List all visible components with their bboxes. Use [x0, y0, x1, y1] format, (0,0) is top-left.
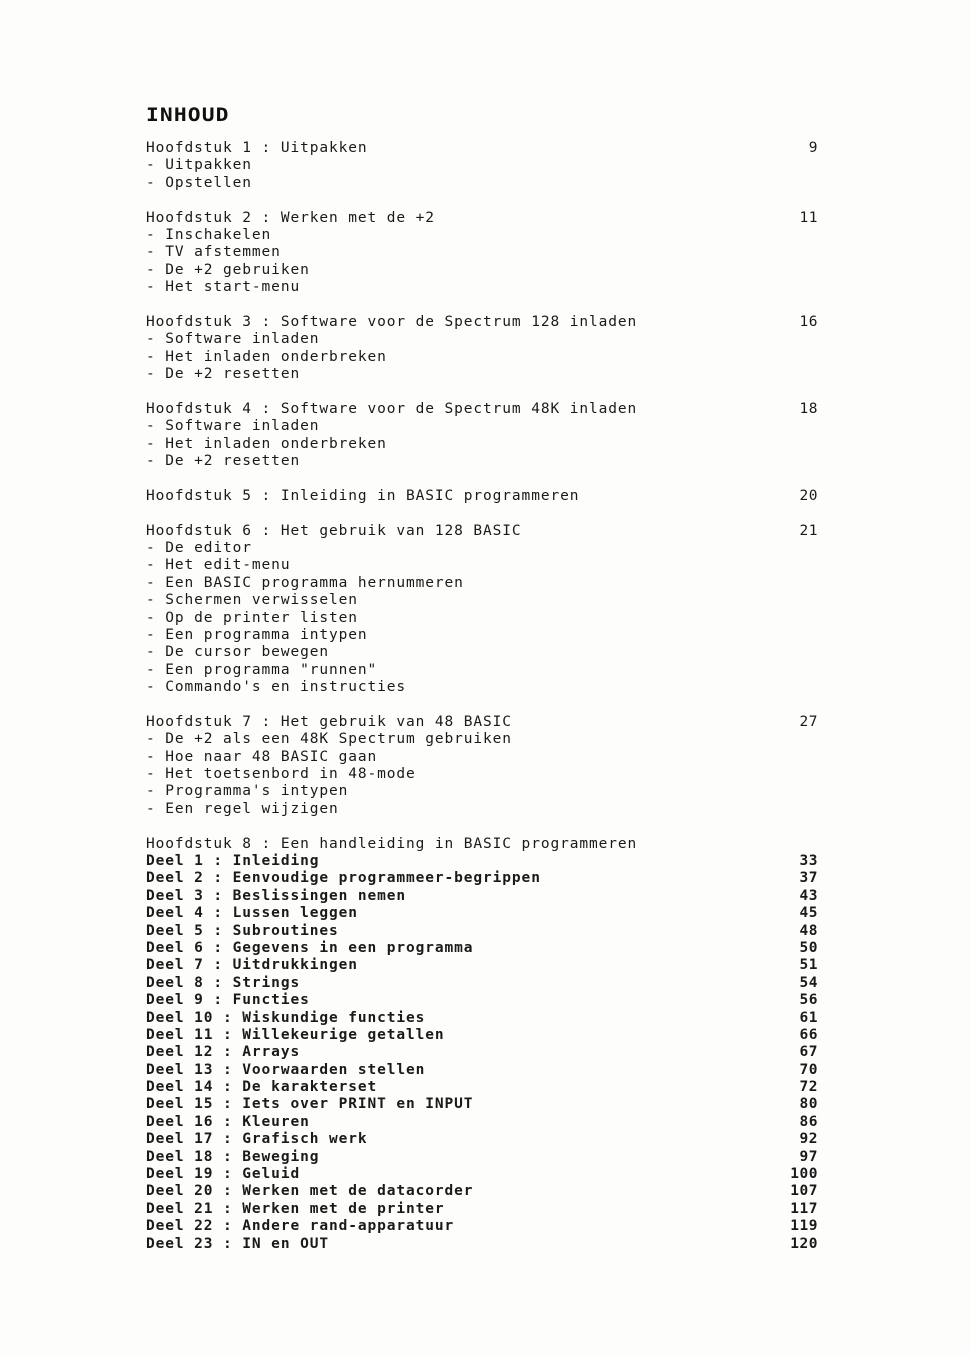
page-number: 51	[799, 957, 818, 974]
part-entry	[146, 1218, 818, 1235]
section-spacer	[146, 505, 818, 522]
part-entry-text: Deel 16 : Kleuren	[146, 1113, 310, 1130]
part-entry	[146, 1027, 818, 1044]
page-number: 107	[790, 1183, 818, 1200]
page-number: 20	[799, 487, 818, 504]
section-spacer	[146, 697, 818, 714]
chapter-subitem-text: - Op de printer listen	[146, 609, 358, 626]
chapter-subitem-text: - TV afstemmen	[146, 244, 281, 261]
chapter-heading	[146, 523, 818, 540]
page-number: 56	[799, 992, 818, 1009]
part-entry-text: Deel 17 : Grafisch werk	[146, 1131, 368, 1148]
chapter-subitem	[146, 592, 818, 609]
part-entry	[146, 1114, 818, 1131]
chapter-subitem-text: - Een regel wijzigen	[146, 800, 339, 817]
part-entry-text: Deel 19 : Geluid	[146, 1166, 301, 1183]
part-entry	[146, 905, 818, 922]
chapter-subitem	[146, 453, 818, 470]
chapter-subitem-text: - Opstellen	[146, 174, 252, 191]
page-number: 61	[799, 1009, 818, 1026]
chapter-subitem-text: - De +2 als een 48K Spectrum gebruiken	[146, 731, 512, 748]
chapter-subitem	[146, 575, 818, 592]
page-number: 45	[799, 905, 818, 922]
part-entry-text: Deel 13 : Voorwaarden stellen	[146, 1061, 426, 1078]
part-entry	[146, 957, 818, 974]
page-number: 92	[799, 1131, 818, 1148]
part-entry-text: Deel 4 : Lussen leggen	[146, 905, 358, 922]
part-entry	[146, 1166, 818, 1183]
part-entry	[146, 1062, 818, 1079]
chapter-subitem-text: - Software inladen	[146, 331, 320, 348]
chapter-subitem	[146, 749, 818, 766]
chapter-subitem-text: - De +2 resetten	[146, 453, 301, 470]
page-number: 21	[799, 522, 818, 539]
table-of-contents	[146, 140, 818, 1253]
part-entry-text: Deel 14 : De karakterset	[146, 1079, 378, 1096]
part-entry-text: Deel 12 : Arrays	[146, 1044, 301, 1061]
part-entry	[146, 1131, 818, 1148]
part-entry	[146, 975, 818, 992]
part-entry	[146, 923, 818, 940]
chapter-subitem-text: - Software inladen	[146, 418, 320, 435]
chapter-subitem-text: - Een programma "runnen"	[146, 661, 378, 678]
chapter-subitem-text: - Inschakelen	[146, 226, 272, 243]
page-number: 16	[799, 313, 818, 330]
chapter-subitem	[146, 436, 818, 453]
page-number: 33	[799, 853, 818, 870]
page-number: 80	[799, 1096, 818, 1113]
part-entry-text: Deel 8 : Strings	[146, 974, 301, 991]
page-number: 18	[799, 400, 818, 417]
page-number: 67	[799, 1044, 818, 1061]
chapter-subitem-text: - Het inladen onderbreken	[146, 348, 387, 365]
chapter-heading	[146, 401, 818, 418]
part-entry-text: Deel 22 : Andere rand-apparatuur	[146, 1218, 455, 1235]
page-number: 50	[799, 939, 818, 956]
page-number: 119	[790, 1218, 818, 1235]
page-number: 54	[799, 974, 818, 991]
part-entry	[146, 992, 818, 1009]
page-title: INHOUD	[146, 104, 230, 126]
page-number: 120	[790, 1235, 818, 1252]
part-entry-text: Deel 20 : Werken met de datacorder	[146, 1183, 474, 1200]
chapter-subitem	[146, 331, 818, 348]
part-entry-text: Deel 10 : Wiskundige functies	[146, 1009, 426, 1026]
part-entry	[146, 1183, 818, 1200]
part-entry	[146, 940, 818, 957]
part-entry	[146, 888, 818, 905]
page-number: 66	[799, 1026, 818, 1043]
chapter-subitem	[146, 349, 818, 366]
chapter-subitem-text: - Hoe naar 48 BASIC gaan	[146, 748, 378, 765]
part-entry-text: Deel 21 : Werken met de printer	[146, 1200, 445, 1217]
part-entry	[146, 853, 818, 870]
part-entry	[146, 1044, 818, 1061]
chapter-subitem	[146, 279, 818, 296]
chapter-heading	[146, 836, 818, 853]
chapter-subitem	[146, 157, 818, 174]
chapter-heading	[146, 714, 818, 731]
chapter-subitem	[146, 679, 818, 696]
chapter-subitem-text: - De +2 resetten	[146, 366, 301, 383]
page-number: 70	[799, 1061, 818, 1078]
chapter-subitem-text: - Het edit-menu	[146, 557, 291, 574]
part-entry-text: Deel 15 : Iets over PRINT en INPUT	[146, 1096, 474, 1113]
chapter-subitem-text: - De editor	[146, 539, 252, 556]
part-entry	[146, 1236, 818, 1253]
chapter-subitem	[146, 627, 818, 644]
chapter-subitem	[146, 801, 818, 818]
page-number: 86	[799, 1113, 818, 1130]
chapter-heading	[146, 140, 818, 157]
page-number: 9	[808, 140, 818, 156]
page-number: 11	[799, 209, 818, 226]
chapter-heading	[146, 314, 818, 331]
chapter-subitem	[146, 610, 818, 627]
part-entry-text: Deel 5 : Subroutines	[146, 922, 339, 939]
chapter-subitem	[146, 418, 818, 435]
part-entry-text: Deel 23 : IN en OUT	[146, 1235, 329, 1252]
chapter-subitem	[146, 557, 818, 574]
section-spacer	[146, 818, 818, 835]
part-entry	[146, 1010, 818, 1027]
chapter-subitem-text: - Programma's intypen	[146, 783, 349, 800]
chapter-heading-text: Hoofdstuk 2 : Werken met de +2	[146, 209, 435, 226]
chapter-subitem	[146, 731, 818, 748]
chapter-subitem	[146, 244, 818, 261]
chapter-subitem-text: - De +2 gebruiken	[146, 261, 310, 278]
chapter-heading	[146, 210, 818, 227]
chapter-heading-text: Hoofdstuk 7 : Het gebruik van 48 BASIC	[146, 713, 512, 730]
chapter-subitem	[146, 644, 818, 661]
chapter-subitem	[146, 227, 818, 244]
part-entry	[146, 1201, 818, 1218]
part-entry-text: Deel 7 : Uitdrukkingen	[146, 957, 358, 974]
chapter-subitem	[146, 766, 818, 783]
section-spacer	[146, 192, 818, 209]
section-spacer	[146, 383, 818, 400]
chapter-subitem-text: - Een programma intypen	[146, 626, 368, 643]
chapter-subitem	[146, 175, 818, 192]
page-number: 97	[799, 1148, 818, 1165]
chapter-subitem-text: - De cursor bewegen	[146, 644, 329, 661]
page-number: 48	[799, 922, 818, 939]
chapter-subitem-text: - Het toetsenbord in 48-mode	[146, 766, 416, 783]
page-number: 100	[790, 1166, 818, 1183]
part-entry	[146, 870, 818, 887]
chapter-subitem-text: - Een BASIC programma hernummeren	[146, 574, 464, 591]
part-entry-text: Deel 11 : Willekeurige getallen	[146, 1026, 445, 1043]
part-entry-text: Deel 9 : Functies	[146, 992, 310, 1009]
chapter-subitem	[146, 783, 818, 800]
chapter-subitem-text: - Schermen verwisselen	[146, 592, 358, 609]
chapter-heading-text: Hoofdstuk 1 : Uitpakken	[146, 140, 368, 156]
part-entry-text: Deel 6 : Gegevens in een programma	[146, 939, 474, 956]
chapter-subitem-text: - Commando's en instructies	[146, 679, 407, 696]
part-entry-text: Deel 2 : Eenvoudige programmeer-begrippen	[146, 870, 541, 887]
section-spacer	[146, 297, 818, 314]
chapter-heading-text: Hoofdstuk 6 : Het gebruik van 128 BASIC	[146, 522, 522, 539]
chapter-subitem	[146, 366, 818, 383]
chapter-heading-text: Hoofdstuk 8 : Een handleiding in BASIC programmeren	[146, 835, 638, 852]
chapter-subitem-text: - Het start-menu	[146, 279, 301, 296]
page-number: 117	[790, 1200, 818, 1217]
part-entry	[146, 1079, 818, 1096]
part-entry-text: Deel 18 : Beweging	[146, 1148, 320, 1165]
part-entry	[146, 1096, 818, 1113]
chapter-heading	[146, 488, 818, 505]
chapter-subitem	[146, 540, 818, 557]
page-number: 72	[799, 1079, 818, 1096]
chapter-heading-text: Hoofdstuk 3 : Software voor de Spectrum 128 inladen	[146, 313, 638, 330]
page-number: 37	[799, 870, 818, 887]
page-number: 27	[799, 713, 818, 730]
part-entry-text: Deel 3 : Beslissingen nemen	[146, 887, 407, 904]
page-number: 43	[799, 887, 818, 904]
chapter-heading-text: Hoofdstuk 4 : Software voor de Spectrum 48K inladen	[146, 400, 638, 417]
chapter-subitem-text: - Uitpakken	[146, 157, 252, 174]
chapter-subitem	[146, 262, 818, 279]
chapter-subitem-text: - Het inladen onderbreken	[146, 435, 387, 452]
part-entry	[146, 1149, 818, 1166]
part-entry-text: Deel 1 : Inleiding	[146, 853, 320, 870]
chapter-subitem	[146, 662, 818, 679]
section-spacer	[146, 470, 818, 487]
chapter-heading-text: Hoofdstuk 5 : Inleiding in BASIC programmeren	[146, 487, 580, 504]
